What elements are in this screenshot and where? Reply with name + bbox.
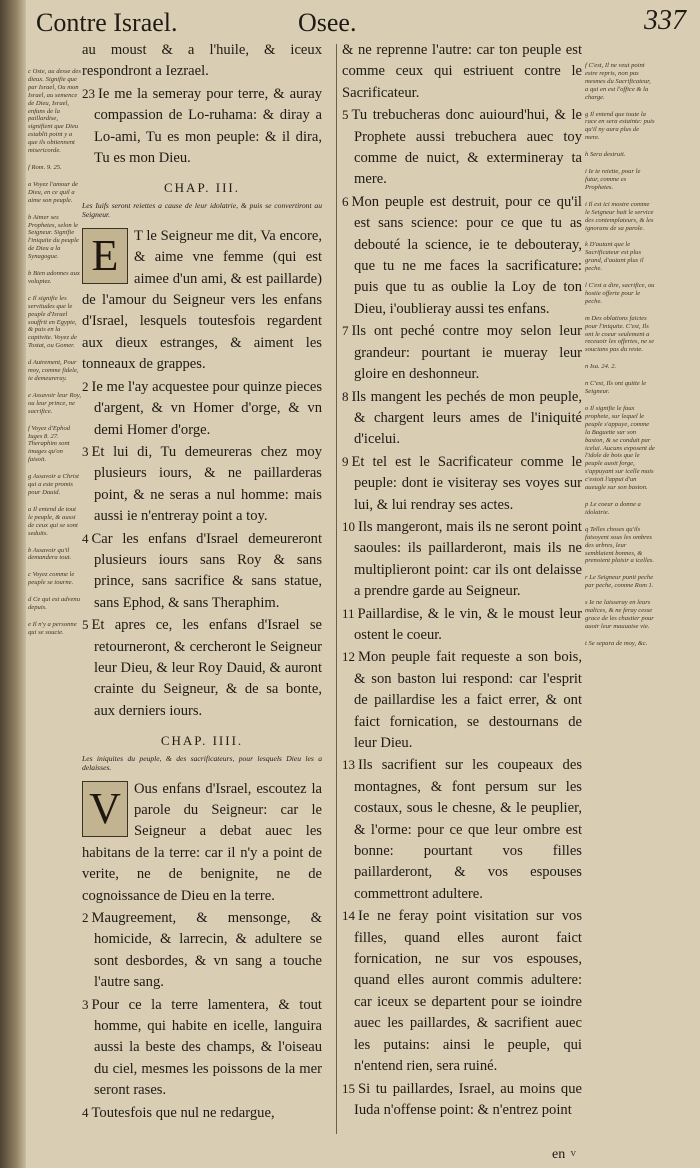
- verse-number: 4: [82, 1104, 89, 1120]
- margin-note: q Telles choses qu'ils faisoyent sous les ombres des arbres, leur semblaient bonnes, & prenoient plaisir a icelles.: [585, 525, 654, 565]
- verse: [82, 779, 322, 907]
- verse-number: 13: [342, 757, 355, 773]
- margin-note: c Oste, au desse des dieux. Signifie que par Israel, Ou mon Israel, au semence de Dieu, Israel, enfans de la paillardise, signifient que Dieu establit point y a que ils obtiennent misericorde.: [28, 68, 81, 155]
- margin-note: b Assavoir qu'il demandera tout.: [28, 546, 72, 562]
- margin-note: m Des oblations faictes pour l'iniquite. C'est, Ils ont le coeur seulement a receuoir les offertes, ne se soucians pas du reste.: [585, 314, 655, 354]
- verse: [82, 441, 322, 528]
- header-center: Osee.: [298, 8, 357, 37]
- page-number: 337: [644, 5, 686, 36]
- verse: [82, 1102, 322, 1124]
- verse-text: Ils ont peché contre moy selon leur grandeur: pourtant ie mueray leur gloire en deshonneur.: [351, 323, 582, 383]
- verse-number: 2: [82, 910, 89, 926]
- verse: [82, 226, 322, 376]
- margin-note: g Il entend que toute la race en sera estainte: puis qu'il ny aura plus de mere.: [585, 110, 655, 142]
- margin-note: f Voyez d'Ephod Iuges 8. 27. Theraphim sont images qu'on faisoit.: [28, 424, 71, 464]
- verse-text: Ous enfans d'Israel, escoutez la parole du Seigneur: car le Seigneur a debat auec les habitans de la terre: car il n'y a point de verite, ne de benignite, ne de cognoissance de Dieu en la terre.: [82, 780, 322, 904]
- verse-text: T le Seigneur me dit, Va encore, & aime vne femme (qui est aimee d'un ami, & est paillarde) de l'amour du Seigneur vers les enfans d'Israel, lesquels toutesfois regardent aux dieux estranges, & aiment les tonneaux de grappes.: [82, 227, 322, 373]
- verse: [342, 646, 582, 754]
- margin-note: t Se separa de moy, &c.: [585, 639, 648, 647]
- verse: [342, 320, 582, 385]
- margin-note: g Assavoir a Christ qui a este promis pour Dauid.: [28, 473, 79, 496]
- chapter-summary: Les iniquites du peuple, & des sacrificateurs, pour lesquels Dieu les a delaisses.: [82, 753, 322, 773]
- verse-number: 3: [82, 996, 89, 1012]
- verse-text: Ie me l'ay acquestee pour quinze pieces d'argent, & vn Homer d'orge, & vn demi Homer d'orge.: [91, 378, 322, 438]
- verse: [342, 191, 582, 320]
- verse: [342, 754, 582, 905]
- margin-note: l C'est a dire, sacrifice, ou hostie offerte pour le peche.: [585, 282, 655, 305]
- verse-number: 5: [82, 617, 89, 633]
- margin-note: c Il signifie les servitudes que le peuple d'Israel souffrit en Egypte, & puis en la captivite. Voyez de Tostat, ou Gomer.: [28, 294, 77, 350]
- margin-note: f Rom. 9. 25.: [28, 163, 62, 171]
- verse-number: 5: [342, 107, 349, 123]
- verse-text: Toutesfois que nul ne redargue,: [91, 1104, 275, 1121]
- margin-note: a Voyez l'amour de Dieu, en ce quil a aime son peuple.: [28, 180, 78, 204]
- book-gutter: [0, 0, 26, 1168]
- verse-text: Et tel est le Sacrificateur comme le peuple: dont ie visiteray ses voyes sur lui, & lui rendray ses actes.: [351, 453, 582, 513]
- text-column-right: [342, 40, 582, 1121]
- margin-note: c Voyez comme le peuple se tourne.: [28, 571, 75, 587]
- verse: [342, 451, 582, 516]
- margin-note: b Aimer ses Prophetes, selon le Seigneur. Signifie l'iniquite du peuple de Dieu a la Synagogue.: [28, 213, 79, 261]
- verse: [342, 1078, 582, 1122]
- margin-note: d Ce qui est advenu depuis.: [28, 596, 81, 612]
- verse-text: Ils sacrifient sur les coupeaux des montagnes, & font persum sur les costaux, sous le chesne, & le peuplier, & l'orme: pour ce que leur ombre est bonne: pourtant vos filles paillarderont, & vos espouses commettront adultere.: [354, 757, 582, 902]
- verse: [82, 614, 322, 722]
- column-divider: [336, 44, 337, 1134]
- verse-number: 11: [342, 605, 355, 621]
- verse-number: 4: [82, 530, 89, 546]
- verse-number: 23: [82, 85, 95, 101]
- verse: [342, 386, 582, 451]
- verse-text: au moust & a l'huile, & iceux respondront a Iezrael.: [82, 42, 322, 80]
- verse-text: Pour ce la terre lamentera, & tout homme, qui habite en icelle, languira aussi la beste des champs, & l'oiseau du ciel, mesmes les poissons de la mer seront rases.: [91, 996, 322, 1099]
- catchword: en: [552, 1147, 566, 1162]
- running-header: [36, 5, 686, 42]
- verse-text: Ie me la semeray pour terre, & auray compassion de Lo-ruhama: & diray a Lo-ami, Tu es mon peuple: & il dira, Tu es mon Dieu.: [94, 85, 322, 167]
- verse-text: Et lui di, Tu demeureras chez moy plusieurs iours, & ne paillarderas point, & ne seras a nul homme: mais aussi ie n'entreray point a toy.: [91, 443, 322, 525]
- chapter-heading: CHAP. IIII.: [160, 733, 244, 749]
- verse-text: Maugreement, & mensonge, & homicide, & larrecin, & adultere se sont desbordes, & vn sang a touche l'autre sang.: [91, 910, 322, 991]
- margin-note: b Bien adonnes aux voluptez.: [28, 270, 80, 285]
- margin-note: i Il est ici mostre comme le Seigneur hait le service des contemplateurs, & les ignorans de sa parole.: [585, 200, 654, 232]
- right-margin-notes: [585, 62, 655, 657]
- margin-note: k D'autant que le Sacrificateur est plus grand, d'autant plus il peche.: [585, 241, 644, 273]
- verse-text: Mon peuple est destruit, pour ce qu'il est sans science: pour ce que tu as debouté la science, ie te debouteray, que tu ne me faces la sacrificature: puis que tu as oublie la Loy de ton Dieu, i'oublieray aussi tes enfans.: [351, 193, 582, 317]
- margin-note: n Isa. 24. 2.: [585, 363, 617, 371]
- verse-text: Mon peuple fait requeste a son bois, & son baston lui respond: car l'esprit de paillardise les a faict errer, & ont faict fornication, se destournans de leur Dieu.: [354, 649, 582, 751]
- verse-number: 6: [342, 193, 349, 209]
- verse: [82, 83, 322, 170]
- margin-note: a Il entend de tout le peuple, & aussi de ceux qui se sont seduits.: [28, 505, 78, 537]
- margin-note: d Autrement, Pour moy, comme fidele, ie demeureray.: [28, 359, 79, 382]
- verse: [342, 104, 582, 191]
- margin-note: f C'est, Il ne veut point estre repris, non pas mesmes du Sacrificateur, a qui en est l'office & la charge.: [585, 62, 651, 101]
- verse-number: 7: [342, 323, 349, 339]
- verse-number: 12: [342, 649, 355, 665]
- verse-text: Ie ne feray point visitation sur vos filles, quand elles auront faict fornication, ne sur vos espouses, quand elles auront commis adultere: car iceux se departent pour se ioindre auec les paillardes, & sacrifient auec les putains: ainsi le peuple, qui n'entend rien, sera ruiné.: [354, 908, 582, 1075]
- verse: [342, 603, 582, 647]
- text-column-left: [82, 40, 322, 1124]
- margin-note: s Ie ne laisseray en leurs malices, & ne feray cesse grace de les chastier pour auoir leur mauuaise vie.: [585, 599, 654, 630]
- verse: [82, 528, 322, 615]
- signature-mark: v: [570, 1147, 576, 1159]
- chapter-summary: Les Iuifs seront reiettes a cause de leur idolatrie, & puis se convertiront au Seigneur.: [82, 200, 322, 220]
- margin-note: p Le coeur a donne a idolatrie.: [585, 500, 641, 516]
- verse-text: Car les enfans d'Israel demeureront plusieurs iours sans Roy & sans prince, sans sacrifice & sans statue, sans Ephod, & sans Theraphim.: [91, 530, 322, 611]
- verse: [82, 994, 322, 1102]
- verse-text: Ils mangent les pechés de mon peuple, & chargent leurs ames de l'iniquité d'icelui.: [351, 388, 582, 448]
- verse-number: 10: [342, 518, 355, 534]
- verse-number: 3: [82, 443, 89, 459]
- verse-text: Ils mangeront, mais ils ne seront point saoules: ils paillarderont, mais ils ne multiplieront point: car ils ont delaisse a prendre garde au Seigneur.: [354, 518, 582, 600]
- verse-number: 14: [342, 908, 355, 924]
- margin-note: n C'est, Ils ont quitte le Seigneur.: [585, 380, 647, 396]
- verse-number: 2: [82, 378, 89, 394]
- verse-text: Paillardise, & le vin, & le moust leur ostent le coeur.: [354, 605, 582, 643]
- verse-text: Si tu paillardes, Israel, au moins que Iuda n'offense point: & n'entrez point: [354, 1080, 582, 1118]
- verse-text: Tu trebucheras donc auiourd'hui, & le Prophete aussi trebuchera auec toy comme de nuict, & extermineray ta mere.: [351, 107, 582, 188]
- left-margin-notes: [28, 68, 82, 646]
- chapter-heading: CHAP. III.: [164, 180, 240, 196]
- drop-cap: V: [82, 781, 128, 837]
- margin-note: e Assavoir leur Roy, ou leur prince, ne sacrifice.: [28, 391, 81, 415]
- margin-note: i Ie te reiette, pour le futur, comme es Prophetes.: [585, 168, 641, 191]
- verse-number: 8: [342, 388, 349, 404]
- verse-number: 15: [342, 1080, 355, 1096]
- verse-text: & ne reprenne l'autre: car ton peuple est comme ceux qui estriuent contre le Sacrificateur.: [342, 42, 582, 101]
- margin-note: o Il signifie le faux prophete, sur lequel le peuple s'appuye, comme la Baguette sur son baston, & se conduit par icelui. Aucuns exposent de l'idole de bois que le peuple auoit forge, s'appuyant sur icelle mais c'estoit l'appui d'un aueugle sur son baston.: [585, 405, 655, 492]
- verse-number: 9: [342, 453, 349, 469]
- verse-text: Et apres ce, les enfans d'Israel se retourneront, & cercheront le Seigneur leur Dieu, & leur Roy Dauid, & auront crainte du Seigneur, & de sa bonte, aux derniers iours.: [91, 617, 322, 719]
- header-left: Contre Israel.: [36, 8, 178, 37]
- margin-note: r Le Seigneur punit peche par peche, comme Rom 1.: [585, 574, 654, 590]
- verse: [82, 907, 322, 994]
- drop-cap: E: [82, 228, 128, 284]
- verse: [342, 516, 582, 603]
- margin-note: e Il n'y a personne qui se soucie.: [28, 620, 77, 636]
- margin-note: h Sera destruit.: [585, 151, 626, 159]
- verse: [342, 905, 582, 1077]
- verse: [82, 376, 322, 441]
